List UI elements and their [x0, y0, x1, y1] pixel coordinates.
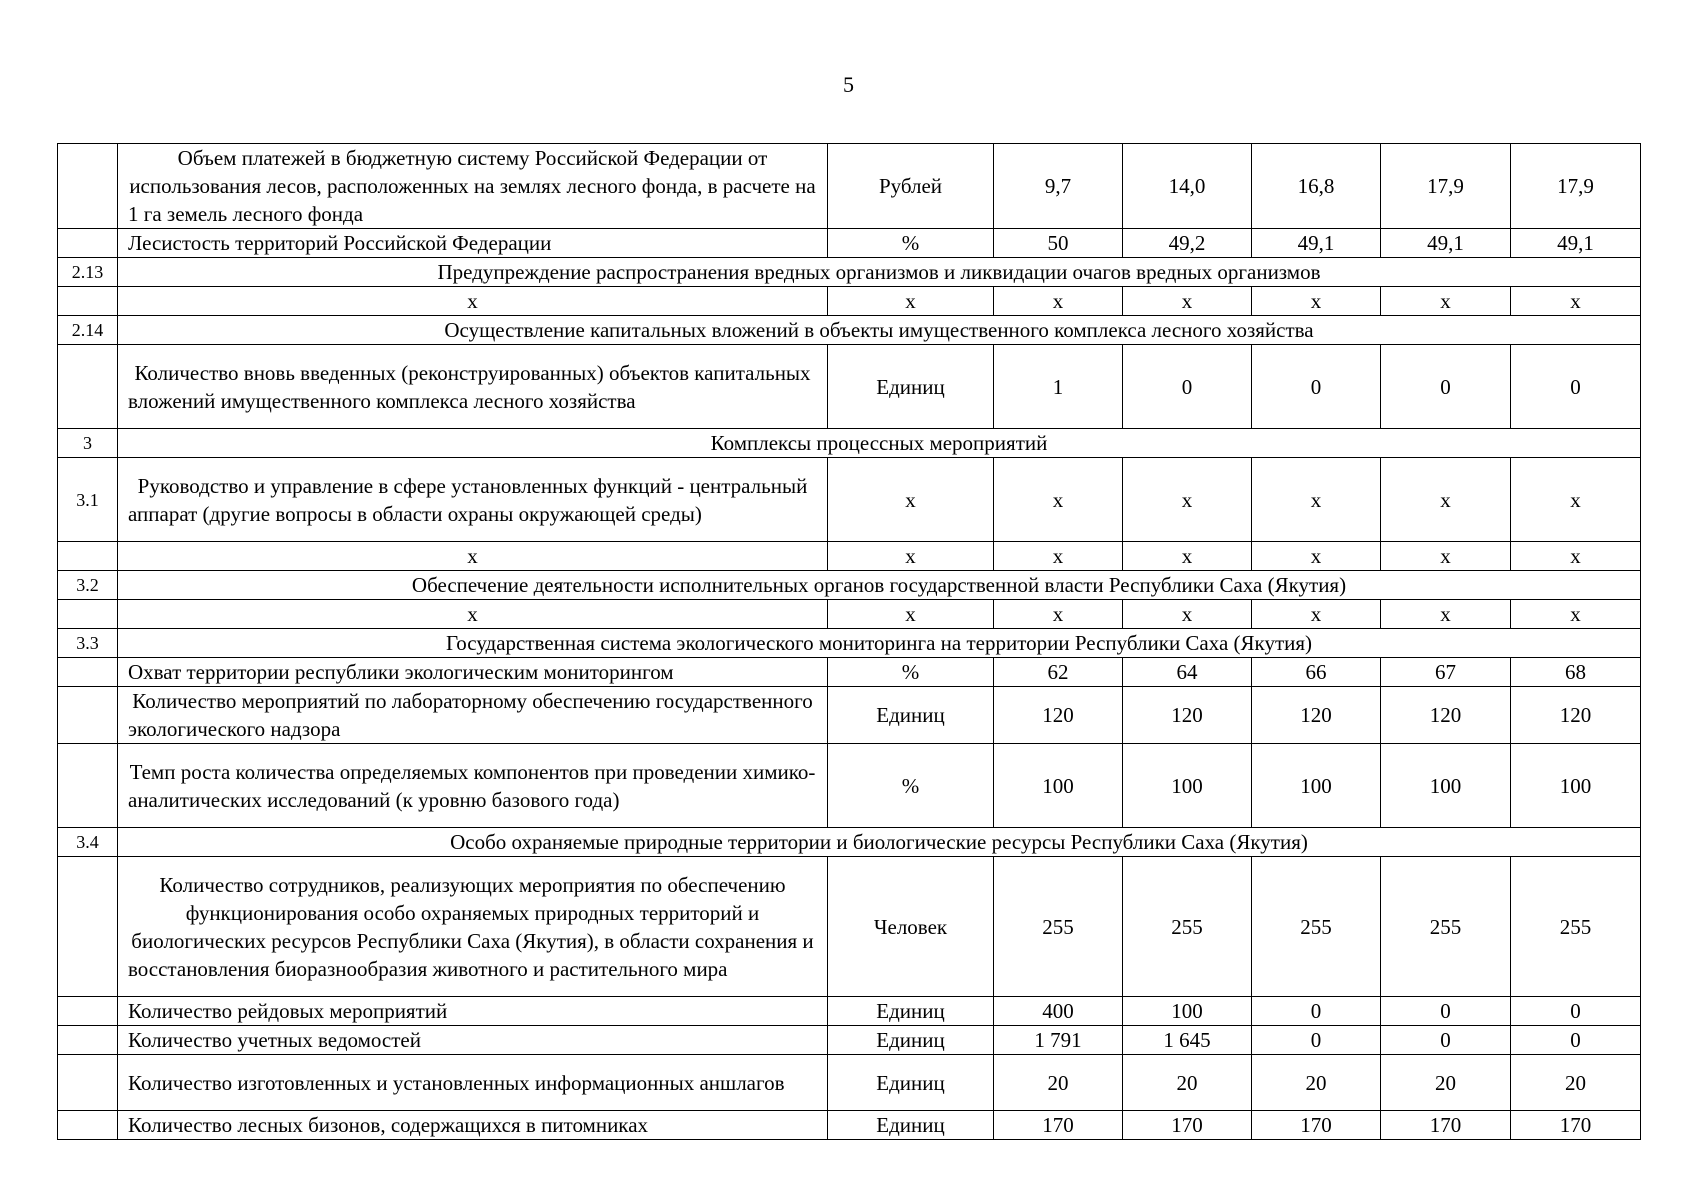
value-cell-2: 1 645 — [1123, 1026, 1252, 1055]
table-row — [58, 658, 1641, 687]
indicator-name: х — [118, 600, 828, 629]
value-cell-1: 1 — [994, 345, 1123, 429]
unit-cell: х — [828, 600, 994, 629]
table-row — [58, 1111, 1641, 1140]
row-number: 3.2 — [58, 571, 118, 600]
table-row — [58, 144, 1641, 229]
unit-cell: Единиц — [828, 345, 994, 429]
row-number — [58, 658, 118, 687]
value-cell-5: 49,1 — [1511, 229, 1641, 258]
section-title: Обеспечение деятельности исполнительных органов государственной власти Республики Саха (Якутия) — [118, 571, 1641, 600]
table-body — [58, 144, 1641, 1140]
unit-cell: Рублей — [828, 144, 994, 229]
value-cell-3: 255 — [1252, 857, 1381, 997]
value-cell-1: х — [994, 542, 1123, 571]
value-cell-3: 120 — [1252, 687, 1381, 744]
table-row — [58, 1026, 1641, 1055]
value-cell-2: х — [1123, 600, 1252, 629]
table-row — [58, 542, 1641, 571]
unit-cell: Единиц — [828, 1111, 994, 1140]
table-row — [58, 1055, 1641, 1111]
section-header-row — [58, 571, 1641, 600]
value-cell-1: 20 — [994, 1055, 1123, 1111]
value-cell-1: х — [994, 458, 1123, 542]
value-cell-3: 0 — [1252, 1026, 1381, 1055]
indicator-name: Количество мероприятий по лабораторному обеспечению государственного экологического надзора — [118, 687, 828, 744]
unit-cell: Человек — [828, 857, 994, 997]
unit-cell: Единиц — [828, 1026, 994, 1055]
unit-cell: % — [828, 658, 994, 687]
value-cell-4: х — [1381, 458, 1511, 542]
indicator-name: Темп роста количества определяемых компонентов при проведении химико-аналитических исследований (к уровню базового года) — [118, 744, 828, 828]
row-number — [58, 144, 118, 229]
table-row — [58, 229, 1641, 258]
indicator-name: х — [118, 542, 828, 571]
table-row — [58, 287, 1641, 316]
value-cell-3: 100 — [1252, 744, 1381, 828]
value-cell-4: 255 — [1381, 857, 1511, 997]
indicator-name: Количество рейдовых мероприятий — [118, 997, 828, 1026]
value-cell-3: х — [1252, 287, 1381, 316]
unit-cell: Единиц — [828, 1055, 994, 1111]
row-number: 2.13 — [58, 258, 118, 287]
value-cell-3: 0 — [1252, 997, 1381, 1026]
value-cell-1: 50 — [994, 229, 1123, 258]
value-cell-5: х — [1511, 458, 1641, 542]
value-cell-5: х — [1511, 542, 1641, 571]
value-cell-4: 170 — [1381, 1111, 1511, 1140]
row-number — [58, 857, 118, 997]
indicator-name: Объем платежей в бюджетную систему Российской Федерации от использования лесов, расположенных на землях лесного фонда, в расчете на 1 га земель лесного фонда — [118, 144, 828, 229]
value-cell-5: 0 — [1511, 345, 1641, 429]
row-number: 3.1 — [58, 458, 118, 542]
section-header-row — [58, 828, 1641, 857]
value-cell-2: 14,0 — [1123, 144, 1252, 229]
value-cell-5: 68 — [1511, 658, 1641, 687]
value-cell-5: х — [1511, 287, 1641, 316]
indicator-name: Лесистость территорий Российской Федерации — [118, 229, 828, 258]
value-cell-5: х — [1511, 600, 1641, 629]
value-cell-2: 20 — [1123, 1055, 1252, 1111]
indicator-name: х — [118, 287, 828, 316]
value-cell-5: 20 — [1511, 1055, 1641, 1111]
row-number — [58, 600, 118, 629]
value-cell-4: х — [1381, 542, 1511, 571]
section-title: Комплексы процессных мероприятий — [118, 429, 1641, 458]
indicator-name: Количество учетных ведомостей — [118, 1026, 828, 1055]
indicator-name: Количество лесных бизонов, содержащихся в питомниках — [118, 1111, 828, 1140]
value-cell-2: 64 — [1123, 658, 1252, 687]
row-number — [58, 997, 118, 1026]
value-cell-4: х — [1381, 287, 1511, 316]
unit-cell: х — [828, 542, 994, 571]
value-cell-1: 100 — [994, 744, 1123, 828]
value-cell-4: 0 — [1381, 345, 1511, 429]
section-title: Осуществление капитальных вложений в объекты имущественного комплекса лесного хозяйства — [118, 316, 1641, 345]
unit-cell: х — [828, 458, 994, 542]
value-cell-2: 170 — [1123, 1111, 1252, 1140]
unit-cell: Единиц — [828, 997, 994, 1026]
value-cell-2: х — [1123, 542, 1252, 571]
value-cell-2: х — [1123, 287, 1252, 316]
value-cell-3: 16,8 — [1252, 144, 1381, 229]
value-cell-3: 0 — [1252, 345, 1381, 429]
value-cell-1: 170 — [994, 1111, 1123, 1140]
table-row — [58, 687, 1641, 744]
row-number — [58, 1111, 118, 1140]
table-row — [58, 857, 1641, 997]
table-row — [58, 458, 1641, 542]
value-cell-3: 20 — [1252, 1055, 1381, 1111]
value-cell-5: 0 — [1511, 1026, 1641, 1055]
value-cell-4: 120 — [1381, 687, 1511, 744]
value-cell-5: 170 — [1511, 1111, 1641, 1140]
value-cell-1: 120 — [994, 687, 1123, 744]
table-row — [58, 744, 1641, 828]
row-number — [58, 287, 118, 316]
value-cell-4: 67 — [1381, 658, 1511, 687]
value-cell-4: 17,9 — [1381, 144, 1511, 229]
value-cell-5: 17,9 — [1511, 144, 1641, 229]
value-cell-5: 100 — [1511, 744, 1641, 828]
row-number: 3.3 — [58, 629, 118, 658]
value-cell-4: 49,1 — [1381, 229, 1511, 258]
table-row — [58, 997, 1641, 1026]
value-cell-2: 100 — [1123, 997, 1252, 1026]
value-cell-1: 9,7 — [994, 144, 1123, 229]
value-cell-3: х — [1252, 600, 1381, 629]
value-cell-4: 0 — [1381, 997, 1511, 1026]
value-cell-4: 0 — [1381, 1026, 1511, 1055]
table-row — [58, 345, 1641, 429]
row-number: 3 — [58, 429, 118, 458]
indicator-name: Количество вновь введенных (реконструированных) объектов капитальных вложений имущественного комплекса лесного хозяйства — [118, 345, 828, 429]
value-cell-2: 0 — [1123, 345, 1252, 429]
value-cell-2: 49,2 — [1123, 229, 1252, 258]
value-cell-4: х — [1381, 600, 1511, 629]
value-cell-3: х — [1252, 542, 1381, 571]
indicators-table — [57, 143, 1641, 1140]
row-number: 2.14 — [58, 316, 118, 345]
value-cell-2: 255 — [1123, 857, 1252, 997]
value-cell-4: 20 — [1381, 1055, 1511, 1111]
row-number — [58, 345, 118, 429]
table-row — [58, 600, 1641, 629]
section-title: Особо охраняемые природные территории и биологические ресурсы Республики Саха (Якутия) — [118, 828, 1641, 857]
section-title: Государственная система экологического мониторинга на территории Республики Саха (Якутия) — [118, 629, 1641, 658]
indicator-name: Руководство и управление в сфере установленных функций - центральный аппарат (другие вопросы в области охраны окружающей среды) — [118, 458, 828, 542]
unit-cell: % — [828, 229, 994, 258]
row-number — [58, 542, 118, 571]
indicator-name: Охват территории республики экологическим мониторингом — [118, 658, 828, 687]
value-cell-3: 66 — [1252, 658, 1381, 687]
value-cell-2: х — [1123, 458, 1252, 542]
value-cell-1: 62 — [994, 658, 1123, 687]
unit-cell: % — [828, 744, 994, 828]
row-number: 3.4 — [58, 828, 118, 857]
value-cell-1: х — [994, 600, 1123, 629]
section-header-row — [58, 316, 1641, 345]
value-cell-5: 0 — [1511, 997, 1641, 1026]
row-number — [58, 687, 118, 744]
value-cell-4: 100 — [1381, 744, 1511, 828]
value-cell-3: 49,1 — [1252, 229, 1381, 258]
indicator-name: Количество изготовленных и установленных информационных аншлагов — [118, 1055, 828, 1111]
section-header-row — [58, 429, 1641, 458]
value-cell-1: 400 — [994, 997, 1123, 1026]
value-cell-3: 170 — [1252, 1111, 1381, 1140]
value-cell-2: 100 — [1123, 744, 1252, 828]
row-number — [58, 744, 118, 828]
section-header-row — [58, 258, 1641, 287]
value-cell-3: х — [1252, 458, 1381, 542]
section-header-row — [58, 629, 1641, 658]
value-cell-5: 255 — [1511, 857, 1641, 997]
section-title: Предупреждение распространения вредных организмов и ликвидации очагов вредных организмов — [118, 258, 1641, 287]
row-number — [58, 1026, 118, 1055]
unit-cell: Единиц — [828, 687, 994, 744]
page-number: 5 — [843, 72, 854, 97]
value-cell-5: 120 — [1511, 687, 1641, 744]
indicator-name: Количество сотрудников, реализующих мероприятия по обеспечению функционирования особо охраняемых природных территорий и биологических ресурсов Республики Саха (Якутия), в области сохранения и восстановления биоразнообразия животного и растительного мира — [118, 857, 828, 997]
row-number — [58, 229, 118, 258]
value-cell-1: 1 791 — [994, 1026, 1123, 1055]
value-cell-2: 120 — [1123, 687, 1252, 744]
unit-cell: х — [828, 287, 994, 316]
value-cell-1: х — [994, 287, 1123, 316]
value-cell-1: 255 — [994, 857, 1123, 997]
row-number — [58, 1055, 118, 1111]
